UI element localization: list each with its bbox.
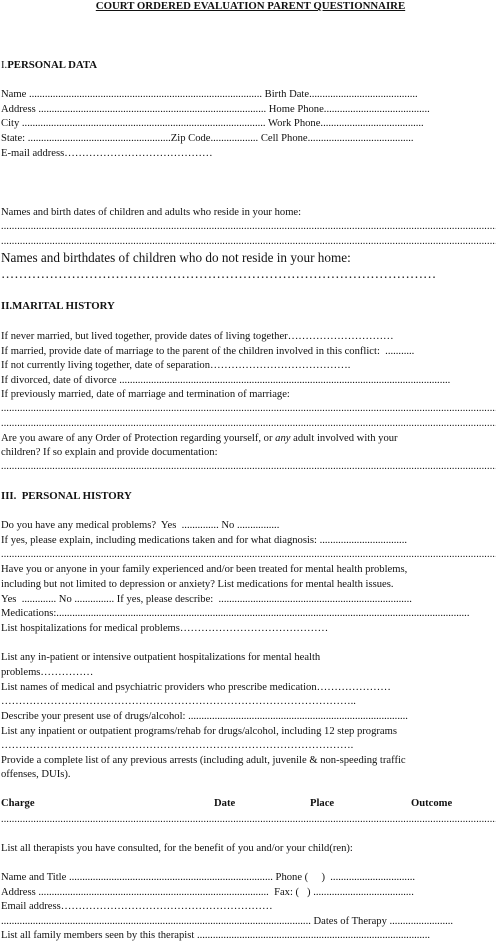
drug-alcohol-use-field[interactable]: Describe your present use of drugs/alcohol: ................................................................................... [1,711,408,722]
order-of-protection-question [1,432,398,445]
mental-health-question-cont: including but not limited to depression or anxiety? List medications for mental health issues. [1,579,394,590]
section-number: I. [1,60,8,71]
column-header-date: Date [214,798,236,809]
question-text: adult involved with your [290,433,398,444]
state-zip-cellphone-field[interactable]: State: ......................................................Zip Code.................. Cell Phone........................................ [1,133,414,144]
question-text: Are you aware of any Order of Protection regarding yourself, or [1,433,276,444]
order-of-protection-question-cont: children? If so explain and provide documentation: [1,447,218,458]
marital-question-divorce[interactable]: If divorced, date of divorce ............................................................................................................................. [1,375,451,386]
therapist-email-field[interactable]: Email address…………………………………………………… [1,901,273,912]
rehab-programs-question: List any inpatient or outpatient programs/rehab for drugs/alcohol, including 12 step programs [1,726,397,737]
therapy-dates-field[interactable]: ..................................................................................................................... Dates of Therapy ........................ [1,916,454,927]
answer-line[interactable] [1,221,496,233]
answer-line[interactable] [1,403,496,415]
medical-explain-question[interactable]: If yes, please explain, including medications taken and for what diagnosis: ................................. [1,535,408,546]
medications-field[interactable]: Medications:............................................................................................................................................................ [1,608,470,619]
therapist-address-fax-field[interactable]: Address ....................................................................................... Fax: ( ) ...................................... [1,887,414,898]
inpatient-question: List any in-patient or intensive outpatient hospitalizations for mental health [1,652,321,663]
answer-line[interactable] [1,461,496,473]
hospitalizations-field[interactable]: List hospitalizations for medical problems…………………………………… [1,623,329,634]
email-field[interactable]: E-mail address…………………………………… [1,148,213,159]
answer-line[interactable] [1,549,496,561]
column-header-outcome: Outcome [411,798,453,809]
section-title: PERSONAL DATA [7,59,98,71]
column-header-charge: Charge [1,798,35,809]
section-heading-personal-history: III. PERSONAL HISTORY [1,490,132,502]
children-away-question: Names and birthdates of children who do not reside in your home: [1,250,351,265]
mental-health-yes-no[interactable]: Yes ............. No ............... If yes, please describe: ......................................................................... [1,594,412,605]
emphasis-text: any [275,433,291,444]
rehab-programs-answer[interactable]: ………………………………………………………………………………………. [1,740,354,751]
arrests-question: Provide a complete list of any previous arrests (including adult, juvenile & non-speeding traffic [1,755,406,766]
arrests-question-cont: offenses, DUIs). [1,769,71,780]
children-home-question: Names and birth dates of children and adults who reside in your home: [1,207,302,218]
therapist-name-phone-field[interactable]: Name and Title ............................................................................. Phone ( ) ................................ [1,872,416,883]
children-away-answer-line[interactable]: ……………………………………………………………………………………… [1,266,437,281]
name-birthdate-field[interactable]: Name ........................................................................................ Birth Date......................................... [1,89,418,100]
inpatient-answer[interactable]: problems…………… [1,667,94,678]
medical-problems-question[interactable]: Do you have any medical problems? Yes .............. No ................ [1,520,280,531]
city-workphone-field[interactable]: City ............................................................................................ Work Phone....................................... [1,118,424,129]
column-header-place: Place [310,798,335,809]
providers-question[interactable]: List names of medical and psychiatric providers who prescribe medication………………… [1,682,391,693]
marital-question-marriage-date[interactable]: If married, provide date of marriage to the parent of the children involved in this conflict: ........... [1,346,415,357]
answer-line[interactable] [1,236,496,248]
mental-health-question: Have you or anyone in your family experienced and/or been treated for mental health problems, [1,564,408,575]
marital-question-cohabitation[interactable]: If never married, but lived together, provide dates of living together………………………… [1,331,394,342]
document-title: COURT ORDERED EVALUATION PARENT QUESTIONNAIRE [95,0,406,12]
answer-line[interactable] [1,814,496,826]
section-heading-personal-data [1,59,97,72]
section-heading-marital-history: II.MARITAL HISTORY [1,300,115,312]
therapists-question: List all therapists you have consulted, for the benefit of you and/or your child(ren): [1,843,353,854]
providers-answer-line[interactable]: ……………………………………………………………………………………….. [1,696,356,707]
marital-question-previous-marriage: If previously married, date of marriage and termination of marriage: [1,389,290,400]
marital-question-separation[interactable]: If not currently living together, date of separation…………………………………. [1,360,351,371]
answer-line[interactable] [1,418,496,430]
address-homephone-field[interactable]: Address ...................................................................................... Home Phone........................................ [1,104,430,115]
family-members-field[interactable]: List all family members seen by this therapist ........................................................................................ [1,930,431,941]
